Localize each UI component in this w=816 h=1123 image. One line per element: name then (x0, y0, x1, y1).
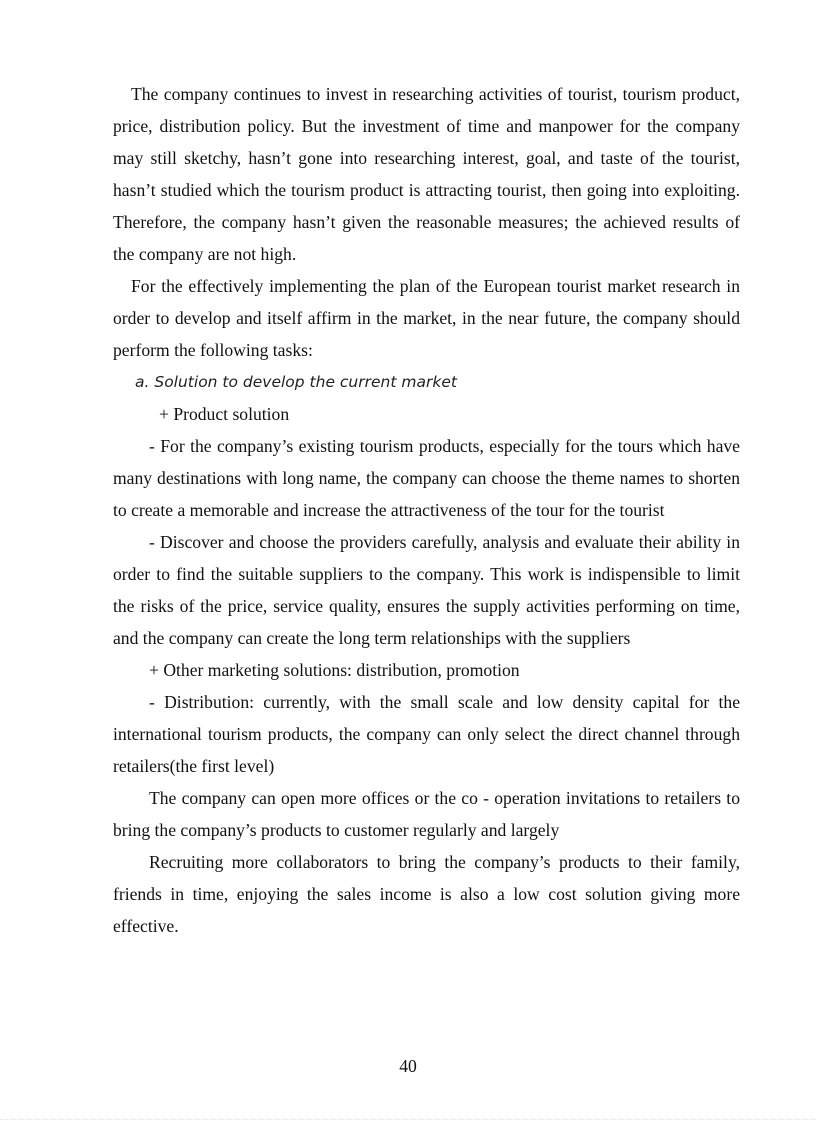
paragraph-collaborators: Recruiting more collaborators to bring the company’s products to their family, friends in time, enjoying the sales income is also a low cost solution giving more effective. (113, 852, 740, 936)
paragraph-offices: The company can open more offices or the co - operation invitations to retailers to bring the company’s products to customer regularly and largely (113, 788, 740, 840)
body-text (113, 78, 740, 942)
page-bottom-divider (0, 1119, 816, 1120)
subheading-other-marketing: + Other marketing solutions: distribution, promotion (149, 660, 520, 680)
subheading-product-solution: + Product solution (159, 404, 290, 424)
paragraph-research-investment: The company continues to invest in researching activities of tourist, tourism product, price, distribution policy. But the investment of time and manpower for the company may still sketchy, hasn’t gone into researching interest, goal, and taste of the tourist, hasn’t studied which the tourism product is attracting tourist, then going into exploiting. Therefore, the company hasn’t given the reasonable measures; the achieved results of the company are not high. (113, 84, 740, 264)
paragraph-implementation-plan: For the effectively implementing the plan of the European tourist market research in order to develop and itself affirm in the market, in the near future, the company should perform the following tasks: (113, 276, 740, 360)
bullet-providers: - Discover and choose the providers carefully, analysis and evaluate their ability in order to find the suitable suppliers to the company. This work is indispensible to limit the risks of the price, service quality, ensures the supply activities performing on time, and the company can create the long term relationships with the suppliers (113, 532, 740, 648)
bullet-theme-names: - For the company’s existing tourism products, especially for the tours which have many destinations with long name, the company can choose the theme names to shorten to create a memorable and increase the attractiveness of the tour for the tourist (113, 436, 740, 520)
section-heading-a: a. Solution to develop the current market (135, 373, 457, 391)
page-number: 40 (399, 1056, 417, 1076)
bullet-distribution: - Distribution: currently, with the small scale and low density capital for the international tourism products, the company can only select the direct channel through retailers(the first level) (113, 692, 740, 776)
